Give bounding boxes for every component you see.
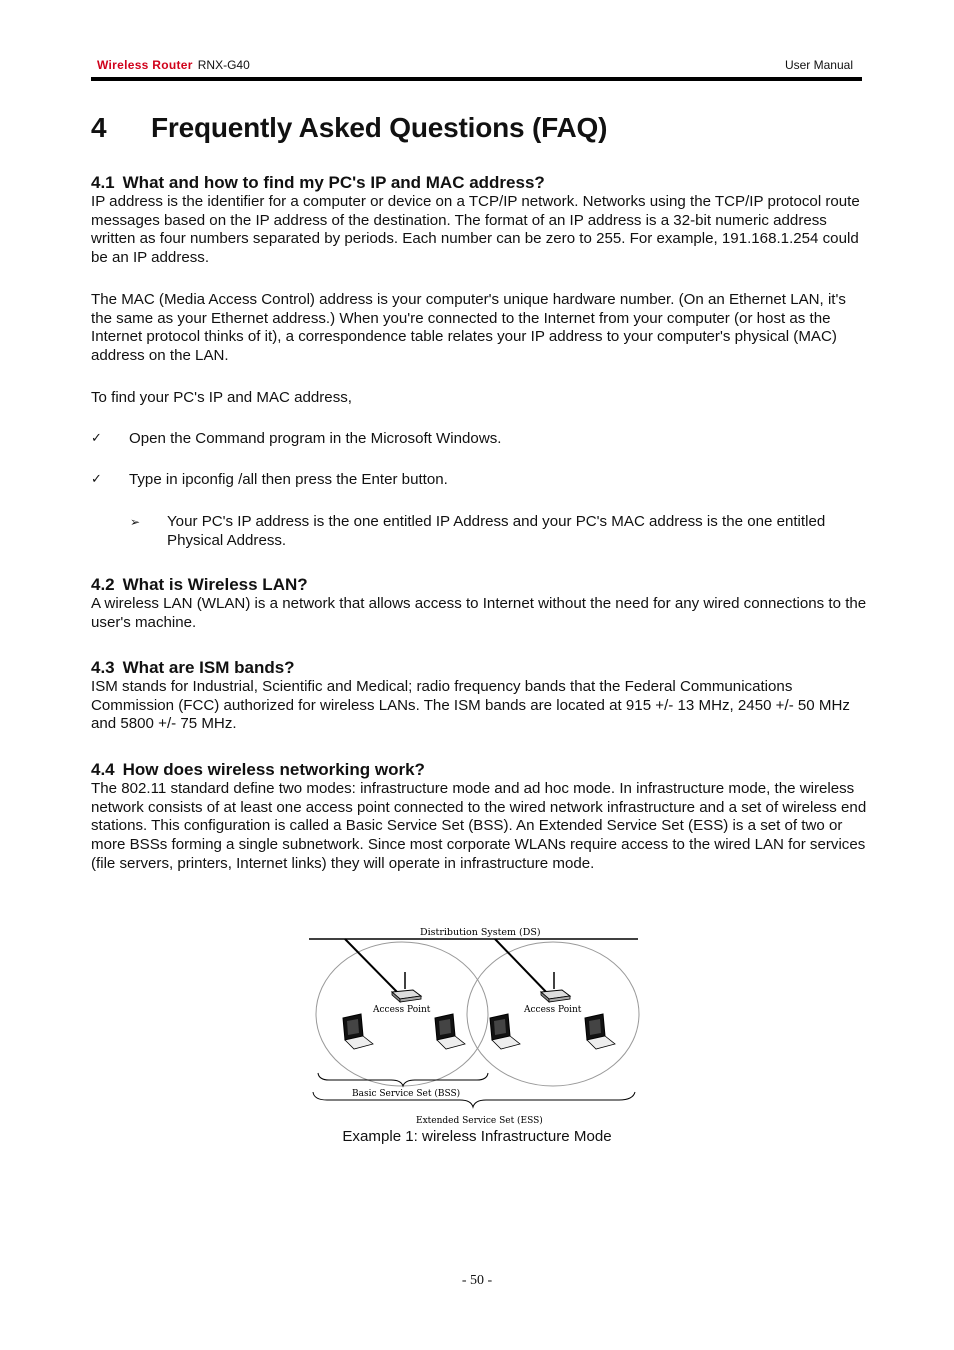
laptop-icon <box>343 1014 373 1049</box>
ds-label: Distribution System (DS) <box>420 927 541 938</box>
page-number: - 50 - <box>461 1273 493 1288</box>
bss-brace <box>318 1073 488 1086</box>
access-point-label: Access Point <box>373 1005 431 1015</box>
paragraph-block <box>91 291 869 366</box>
uplink-line <box>345 939 400 995</box>
section-title: What is Wireless LAN? <box>122 575 308 594</box>
section-title: What are ISM bands? <box>122 658 295 677</box>
section-heading <box>91 658 869 678</box>
checkmark-icon: ✓ <box>91 472 102 487</box>
list-item-text: Your PC's IP address is the one entitled IP Address and your PC's MAC address is the one entitled Physical Address. <box>167 513 826 549</box>
chapter-title-text: Frequently Asked Questions (FAQ) <box>151 112 608 143</box>
paragraph: ISM stands for Industrial, Scientific and Medical; radio frequency bands that the Federal Communications Commission (FCC) authorized for wireless LANs. The ISM bands are located at 915 +/- 13 MHz, 2450 +/- 50 MHz and 5800 +/- 75 MHz. <box>91 678 850 733</box>
section-title: How does wireless networking work? <box>122 760 425 779</box>
page-header <box>97 58 853 74</box>
uplink-line <box>495 939 549 995</box>
access-point-icon <box>392 972 421 1002</box>
paragraph: A wireless LAN (WLAN) is a network that allows access to Internet without the need for any wired connections to the user's machine. <box>91 595 867 631</box>
chapter-number: 4 <box>91 112 107 143</box>
list-item <box>91 471 861 490</box>
paragraph: The 802.11 standard define two modes: infrastructure mode and ad hoc mode. In infrastructure mode, the wireless network consists of at least one access point connected to the wired network infrastructure and a set of wireless end stations. This configuration is called a Basic Service Set (BSS). An Extended Service Set (ESS) is a set of two or more BSSs forming a single subnetwork. Since most corporate WLANs require access to the wired LAN for services (file servers, printers, Internet links) they will operate in infrastructure mode. <box>91 780 867 872</box>
section-4-1 <box>91 173 869 268</box>
infrastructure-diagram <box>305 922 645 1132</box>
header-rule <box>91 77 862 81</box>
checkmark-icon: ✓ <box>91 431 102 446</box>
laptop-icon <box>585 1014 615 1049</box>
access-point-icon <box>541 972 570 1002</box>
section-title: What and how to find my PC's IP and MAC address? <box>122 173 545 192</box>
list-item <box>130 513 830 550</box>
list-item-text: Type in ipconfig /all then press the Enter button. <box>129 471 448 488</box>
access-point-label: Access Point <box>524 1005 582 1015</box>
section-number: 4.3 <box>91 658 115 677</box>
paragraph: The MAC (Media Access Control) address is your computer's unique hardware number. (On an Ethernet LAN, it's the same as your Ethernet address.) When you're connected to the Internet from your computer (or host as the Internet protocol thinks of it), a correspondence table relates your IP address to your computer's physical (MAC) address on the LAN. <box>91 291 846 365</box>
paragraph-block <box>91 389 869 408</box>
paragraph: To find your PC's IP and MAC address, <box>91 389 352 406</box>
header-brand: Wireless Router <box>97 58 193 72</box>
bss-label: Basic Service Set (BSS) <box>352 1089 461 1099</box>
laptop-icon <box>435 1014 465 1049</box>
section-number: 4.1 <box>91 173 115 192</box>
section-4-4 <box>91 760 869 874</box>
figure-caption: Example 1: wireless Infrastructure Mode <box>342 1128 612 1145</box>
chapter-title <box>91 112 607 144</box>
section-heading <box>91 173 869 193</box>
list-item <box>91 430 861 449</box>
paragraph: IP address is the identifier for a computer or device on a TCP/IP network. Networks using the TCP/IP protocol route messages based on the IP address of the destination. The format of an IP address is a 32-bit numeric address written as four numbers separated by periods. Each number can be zero to 255. For example, 191.168.1.254 could be an IP address. <box>91 193 860 267</box>
header-model: RNX-G40 <box>197 58 250 72</box>
header-manual: User Manual <box>784 58 853 72</box>
laptop-icon <box>490 1014 520 1049</box>
arrow-bullet-icon: ➢ <box>130 515 141 529</box>
section-number: 4.2 <box>91 575 115 594</box>
ess-label: Extended Service Set (ESS) <box>416 1116 543 1126</box>
section-4-3 <box>91 658 869 734</box>
section-4-2 <box>91 575 869 632</box>
section-number: 4.4 <box>91 760 115 779</box>
section-heading <box>91 575 869 595</box>
list-item-text: Open the Command program in the Microsoft Windows. <box>129 430 502 447</box>
section-heading <box>91 760 869 780</box>
